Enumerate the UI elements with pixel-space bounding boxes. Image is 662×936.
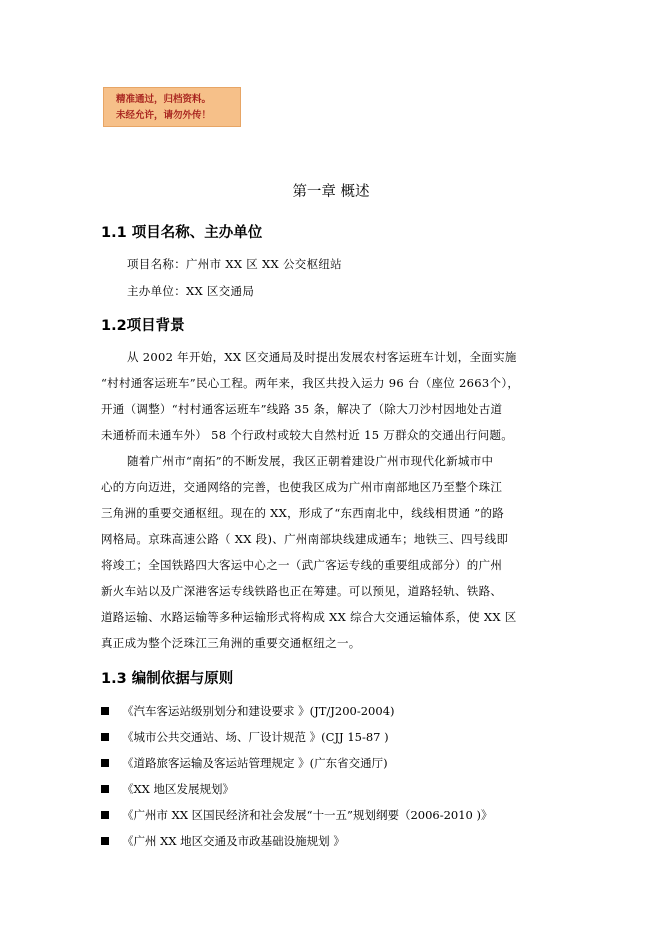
paragraph-2-line: 道路运输、水路运输等多种运输形式将构成 XX 综合大交通运输体系，使 XX 区 [101,610,517,624]
square-bullet-icon [101,811,109,819]
reference-list-item [101,781,234,797]
confidentiality-notice [103,87,241,127]
reference-list-item [101,703,395,719]
notice-line-1: 精准通过，归档资料。 [116,94,212,105]
paragraph-1-line: 从 2002 年开始，XX 区交通局及时提出发展农村客运班车计划，全面实施 [127,350,517,364]
reference-text: 《汽车客运站级别划分和建设要求 》(JT/J200-2004) [122,704,395,718]
square-bullet-icon [101,785,109,793]
square-bullet-icon [101,707,109,715]
organizer-line: 主办单位：XX 区交通局 [127,284,255,298]
reference-text: 《广州市 XX 区国民经济和社会发展“十一五”规划纲要（2006-2010 )》 [122,808,493,822]
section-heading-1-3: 1.3 编制依据与原则 [101,671,234,687]
square-bullet-icon [101,733,109,741]
paragraph-2-line: 三角洲的重要交通枢纽。现在的 XX，形成了“东西南北中，线线相贯通 ”的路 [101,506,505,520]
chapter-title: 第一章 概述 [292,184,370,200]
square-bullet-icon [101,837,109,845]
project-name-line: 项目名称：广州市 XX 区 XX 公交枢纽站 [127,257,342,271]
paragraph-2-line: 心的方向迈进，交通网络的完善，也使我区成为广州市南部地区乃至整个珠江 [101,480,503,494]
paragraph-2-line: 随着广州市“南拓”的不断发展，我区正朝着建设广州市现代化新城市中 [127,454,494,468]
reference-list-item [101,807,493,823]
paragraph-1-line: “村村通客运班车”民心工程。两年来，我区共投入运力 96 台（座位 2663个）， [101,376,520,390]
reference-list-item [101,729,389,745]
paragraph-2-line: 真正成为整个泛珠江三角洲的重要交通枢纽之一。 [101,636,361,650]
paragraph-1-line: 未通桥而未通车外） 58 个行政村或较大自然村近 15 万群众的交通出行问题。 [101,428,514,442]
reference-list-item [101,833,345,849]
reference-text: 《广州 XX 地区交通及市政基础设施规划 》 [122,834,345,848]
reference-list-item [101,755,388,771]
section-heading-1-2: 1.2项目背景 [101,318,185,334]
paragraph-2-line: 新火车站以及广深港客运专线铁路也正在筹建。可以预见，道路轻轨、铁路、 [101,584,503,598]
paragraph-1-line: 开通（调整）“村村通客运班车”线路 35 条，解决了（除大刀沙村因地处古道 [101,402,503,416]
notice-line-2: 未经允许，请勿外传！ [116,110,212,121]
section-heading-1-1: 1.1 项目名称、主办单位 [101,225,263,241]
reference-text: 《城市公共交通站、场、厂设计规范 》(CJJ 15-87 ) [122,730,389,744]
paragraph-2-line: 将竣工；全国铁路四大客运中心之一（武广客运专线的重要组成部分）的广州 [101,558,503,572]
reference-text: 《道路旅客运输及客运站管理规定 》(广东省交通厅) [122,756,388,770]
paragraph-2-line: 网格局。京珠高速公路（ XX 段)、广州南部块线建成通车；地铁三、四号线即 [101,532,509,546]
square-bullet-icon [101,759,109,767]
reference-text: 《XX 地区发展规划》 [122,782,235,796]
